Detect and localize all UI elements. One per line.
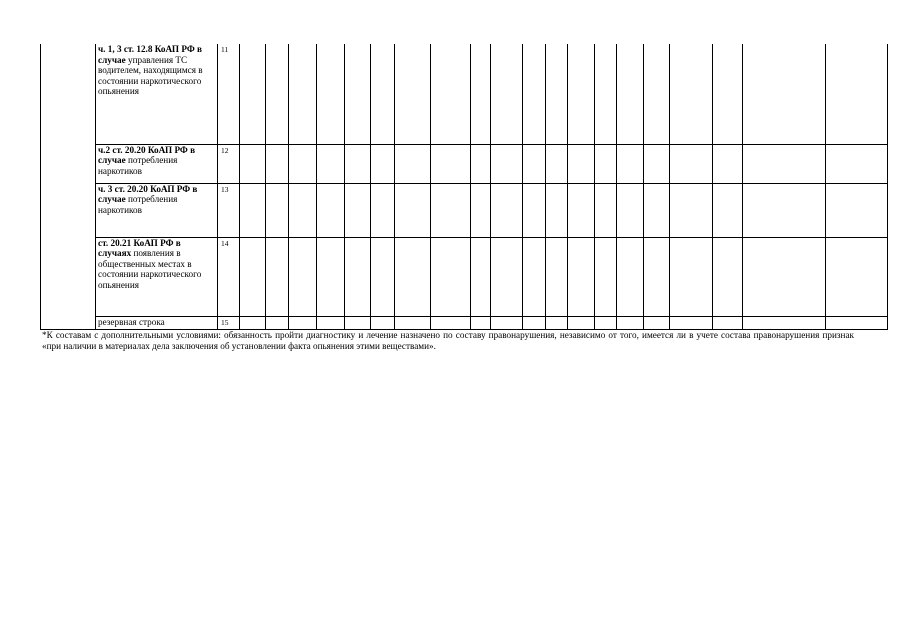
- data-cell: [670, 183, 713, 237]
- data-cell: [644, 44, 670, 144]
- data-cell: [826, 237, 888, 316]
- data-cell: [395, 237, 431, 316]
- data-cell: [266, 316, 289, 329]
- article-description: потребления наркотиков: [98, 194, 178, 215]
- data-cell: [644, 183, 670, 237]
- data-cell: [595, 316, 617, 329]
- data-cell: [713, 316, 743, 329]
- row-number: 12: [218, 144, 240, 183]
- data-cell: [670, 144, 713, 183]
- data-cell: [595, 183, 617, 237]
- blank-cell: [41, 316, 96, 329]
- data-cell: [617, 237, 644, 316]
- table-row: [41, 316, 888, 329]
- data-cell: [240, 237, 266, 316]
- data-cell: [644, 237, 670, 316]
- data-cell: [491, 44, 523, 144]
- data-cell: [617, 144, 644, 183]
- data-cell: [345, 316, 371, 329]
- data-cell: [317, 183, 345, 237]
- data-cell: [266, 44, 289, 144]
- table-row: [41, 183, 888, 237]
- data-cell: [546, 183, 568, 237]
- blank-cell: [41, 144, 96, 183]
- article-description: резервная строка: [98, 316, 165, 327]
- data-cell: [568, 237, 595, 316]
- data-cell: [546, 237, 568, 316]
- data-cell: [431, 316, 471, 329]
- data-cell: [471, 144, 491, 183]
- data-cell: [568, 144, 595, 183]
- data-cell: [289, 144, 317, 183]
- data-cell: [317, 316, 345, 329]
- article-ref: ч.2 ст. 20.20 КоАП РФ в случае: [98, 144, 196, 166]
- data-cell: [617, 44, 644, 144]
- data-cell: [395, 144, 431, 183]
- data-cell: [289, 237, 317, 316]
- data-cell: [743, 316, 826, 329]
- data-cell: [471, 44, 491, 144]
- data-cell: [644, 316, 670, 329]
- data-cell: [431, 44, 471, 144]
- data-cell: [523, 237, 546, 316]
- data-cell: [471, 237, 491, 316]
- data-cell: [240, 183, 266, 237]
- data-cell: [471, 316, 491, 329]
- data-cell: [240, 316, 266, 329]
- data-cell: [617, 316, 644, 329]
- data-cell: [491, 237, 523, 316]
- data-cell: [713, 44, 743, 144]
- data-cell: [670, 316, 713, 329]
- data-cell: [431, 183, 471, 237]
- data-cell: [523, 316, 546, 329]
- data-cell: [371, 183, 395, 237]
- data-cell: [266, 183, 289, 237]
- data-cell: [595, 144, 617, 183]
- article-description: потребления наркотиков: [98, 155, 178, 176]
- table-row: [41, 44, 888, 144]
- data-cell: [395, 316, 431, 329]
- data-cell: [317, 44, 345, 144]
- data-cell: [371, 144, 395, 183]
- data-cell: [240, 144, 266, 183]
- data-cell: [395, 183, 431, 237]
- data-cell: [523, 44, 546, 144]
- data-cell: [826, 183, 888, 237]
- data-cell: [345, 183, 371, 237]
- blank-cell: [41, 237, 96, 316]
- data-cell: [670, 44, 713, 144]
- article-ref: ч. 3 ст. 20.20 КоАП РФ в случае: [98, 183, 198, 205]
- data-cell: [371, 44, 395, 144]
- row-number: 11: [218, 44, 240, 144]
- data-cell: [317, 237, 345, 316]
- article-cell: [96, 44, 218, 144]
- data-cell: [240, 44, 266, 144]
- data-cell: [826, 316, 888, 329]
- table-row: [41, 237, 888, 316]
- article-ref: ч. 1, 3 ст. 12.8 КоАП РФ в случае: [98, 44, 202, 65]
- data-cell: [523, 183, 546, 237]
- data-cell: [595, 237, 617, 316]
- data-cell: [743, 144, 826, 183]
- data-cell: [289, 183, 317, 237]
- article-ref: ст. 20.21 КоАП РФ в случаях: [98, 237, 181, 259]
- data-cell: [743, 183, 826, 237]
- data-cell: [617, 183, 644, 237]
- data-cell: [371, 316, 395, 329]
- data-cell: [713, 183, 743, 237]
- data-cell: [568, 44, 595, 144]
- data-cell: [345, 144, 371, 183]
- data-cell: [568, 183, 595, 237]
- article-description: появления в общественных местах в состоянии наркотического опьянения: [98, 248, 202, 290]
- data-cell: [289, 316, 317, 329]
- article-cell: [96, 183, 218, 237]
- data-cell: [546, 144, 568, 183]
- data-cell: [289, 44, 317, 144]
- row-number: 14: [218, 237, 240, 316]
- data-cell: [670, 237, 713, 316]
- data-cell: [826, 44, 888, 144]
- data-cell: [431, 237, 471, 316]
- article-cell: [96, 144, 218, 183]
- article-cell: [96, 316, 218, 329]
- data-cell: [595, 44, 617, 144]
- article-cell: [96, 237, 218, 316]
- data-cell: [266, 144, 289, 183]
- data-cell: [317, 144, 345, 183]
- data-cell: [395, 44, 431, 144]
- data-cell: [743, 44, 826, 144]
- data-cell: [826, 144, 888, 183]
- data-cell: [431, 144, 471, 183]
- data-cell: [644, 144, 670, 183]
- table-row: [41, 144, 888, 183]
- data-cell: [345, 44, 371, 144]
- data-cell: [546, 44, 568, 144]
- data-cell: [568, 316, 595, 329]
- data-cell: [713, 144, 743, 183]
- data-cell: [371, 237, 395, 316]
- statistics-table: [40, 44, 888, 330]
- blank-cell: [41, 44, 96, 144]
- data-cell: [491, 183, 523, 237]
- data-cell: [743, 237, 826, 316]
- article-description: управления ТС водителем, находящимся в состоянии наркотического опьянения: [98, 54, 203, 97]
- data-cell: [491, 144, 523, 183]
- data-cell: [713, 237, 743, 316]
- row-number: 13: [218, 183, 240, 237]
- data-cell: [266, 237, 289, 316]
- blank-cell: [41, 183, 96, 237]
- data-cell: [546, 316, 568, 329]
- data-cell: [491, 316, 523, 329]
- data-cell: [523, 144, 546, 183]
- data-cell: [471, 183, 491, 237]
- footnote: *К составам с дополнительными условиями: обязанность пройти диагностику и лечение назначено по составу правонарушения, независимо от того, имеется ли в учете состава правонарушения признак «при наличии в материалах дела заключения об установлении факта опьянения этими веществами».: [42, 330, 854, 351]
- data-cell: [345, 237, 371, 316]
- row-number: 15: [218, 316, 240, 329]
